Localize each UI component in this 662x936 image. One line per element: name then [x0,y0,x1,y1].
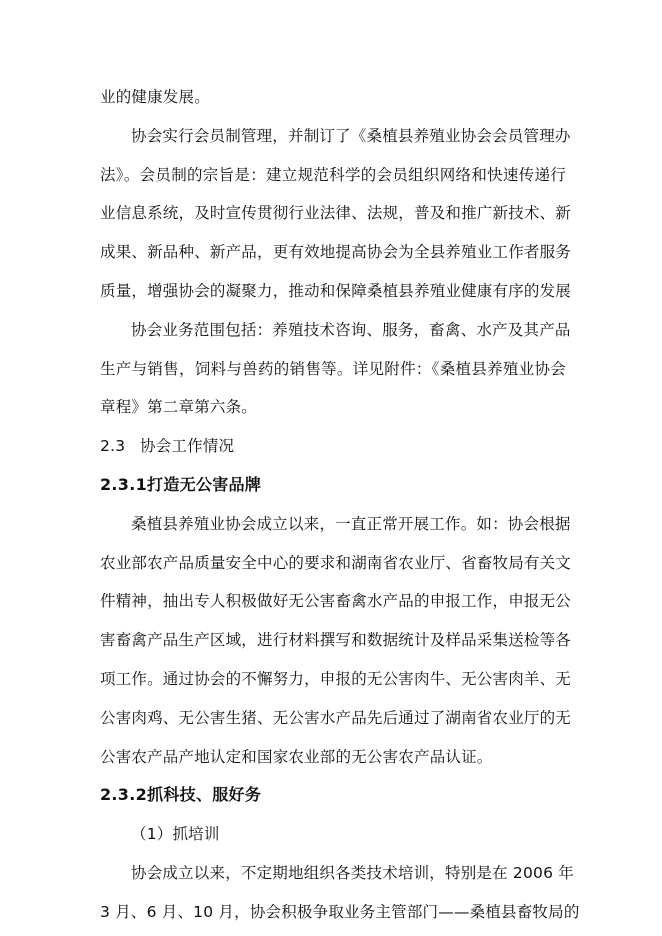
text-line: 业的健康发展。 [100,88,210,106]
subsection-heading-2-3-2: 2.3.2抓科技、服好务 [100,785,262,805]
text-line: 协会业务范围包括：养殖技术咨询、服务，畜禽、水产及其产品 [131,320,571,339]
text-line: 桑植县养殖业协会成立以来，一直正常开展工作。如：协会根据 [131,514,571,533]
text-line: 成果、新品种、新产品，更有效地提高协会为全县养殖业工作者服务 [100,243,572,262]
text-line: 农业部农产品质量安全中心的要求和湖南省农业厅、省畜牧局有关文 [100,553,572,572]
text-line: 件精神，抽出专人积极做好无公害畜禽水产品的申报工作，申报无公 [100,592,572,611]
text-line: 项工作。通过协会的不懈努力，申报的无公害肉牛、无公害肉羊、无 [100,669,572,688]
text-line: 3 月、6 月、10 月，协会积极争取业务主管部门——桑植县畜牧局的 [100,902,580,921]
text-line: 生产与销售，饲料与兽药的销售等。详见附件：《桑植县养殖业协会 [100,359,566,378]
text-line: 协会成立以来，不定期地组织各类技术培训，特别是在 2006 年 [131,863,575,882]
section-heading-2-3 [100,427,566,466]
text-line: 公害肉鸡、无公害生猪、无公害水产品先后通过了湖南省农业厅的无 [100,708,572,727]
text-line: 质量，增强协会的凝聚力，推动和保障桑植县养殖业健康有序的发展 [100,281,572,300]
section-title: 协会工作情况 [140,437,235,456]
list-item-heading: （1）抓培训 [131,825,220,844]
text-line: 业信息系统，及时宣传贯彻行业法律、法规，普及和推广新技术、新 [100,204,572,223]
section-number: 2.3 [100,437,126,456]
subsection-heading-2-3-1: 2.3.1打造无公害品牌 [100,474,262,494]
text-line: 协会实行会员制管理，并制订了《桑植县养殖业协会会员管理办 [131,126,571,145]
text-line: 章程》第二章第六条。 [100,398,258,417]
text-line: 公害农产品产地认定和国家农业部的无公害农产品认证。 [100,747,493,766]
text-line: 害畜禽产品生产区域，进行材料撰写和数据统计及样品采集送检等各 [100,631,572,650]
document-page [100,78,580,932]
text-line: 法》。会员制的宗旨是：建立规范科学的会员组织网络和快速传递行 [100,165,566,184]
